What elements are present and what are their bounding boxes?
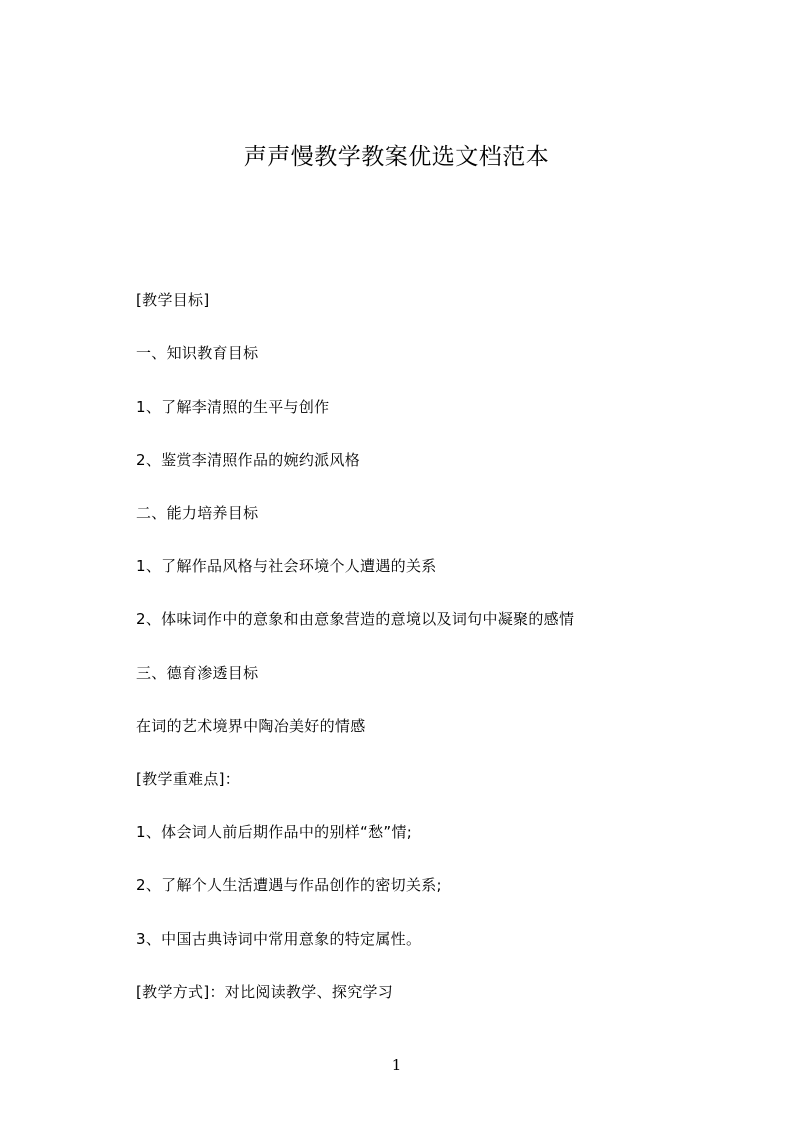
- body-paragraph: 在词的艺术境界中陶冶美好的情感: [136, 717, 366, 735]
- section-heading-teaching-method: [教学方式]：对比阅读教学、探究学习: [136, 983, 394, 1001]
- subheading-ability-goals: 二、能力培养目标: [136, 504, 259, 522]
- list-item: 2、了解个人生活遭遇与作品创作的密切关系;: [136, 876, 442, 894]
- list-item: 1、了解李清照的生平与创作: [136, 398, 330, 416]
- section-heading-teaching-goals: [教学目标]: [136, 291, 210, 309]
- section-heading-key-points: [教学重难点]：: [136, 770, 241, 788]
- subheading-knowledge-goals: 一、知识教育目标: [136, 344, 259, 362]
- list-item: 3、中国古典诗词中常用意象的特定属性。: [136, 930, 422, 948]
- page-number: 1: [391, 1056, 402, 1074]
- list-item: 1、体会词人前后期作品中的别样“愁”情;: [136, 823, 413, 841]
- list-item: 2、体味词作中的意象和由意象营造的意境以及词句中凝聚的感情: [136, 610, 575, 628]
- subheading-moral-goals: 三、德育渗透目标: [136, 664, 259, 682]
- list-item: 1、了解作品风格与社会环境个人遭遇的关系: [136, 557, 437, 575]
- list-item: 2、鉴赏李清照作品的婉约派风格: [136, 451, 361, 469]
- page-title: 声声慢教学教案优选文档范本: [243, 144, 550, 170]
